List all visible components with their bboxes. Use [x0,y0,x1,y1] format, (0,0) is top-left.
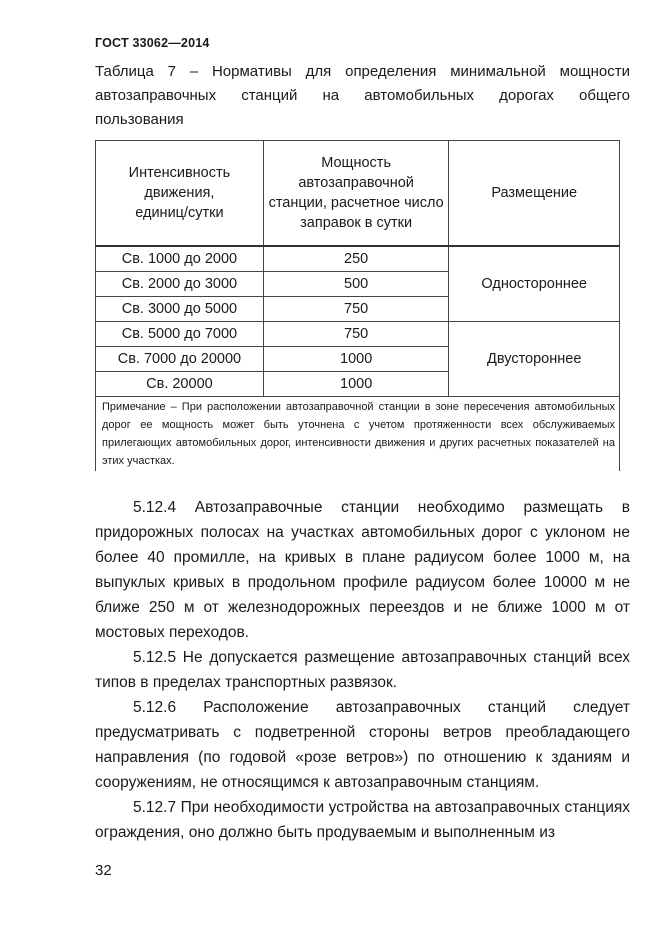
cell-capacity: 750 [263,297,449,322]
cell-placement-one-sided: Одностороннее [449,246,620,322]
page-number: 32 [95,862,112,879]
header-placement: Размещение [449,141,620,247]
cell-capacity: 1000 [263,347,449,372]
document-code: ГОСТ 33062—2014 [95,36,210,50]
caption-line: Таблица 7 – Нормативы для определения минимальной мощности [95,63,630,80]
paragraph-5-12-7: 5.12.7 При необходимости устройства на автозаправочных станциях ограждения, оно должно быть продуваемым и выполненным из [95,799,630,841]
table-row [96,246,620,272]
cell-capacity: 750 [263,322,449,347]
cell-capacity: 1000 [263,372,449,397]
cell-intensity: Св. 5000 до 7000 [96,322,264,347]
paragraph-5-12-6: 5.12.6 Расположение автозаправочных станций следует предусматривать с подветренной стороны ветров преобладающего направления (по годовой «розе ветров») по отношению к зданиям и сооружениям, не относящимся к автозаправочным станциям. [95,699,630,791]
header-intensity: Интенсивность движения, единиц/сутки [96,141,264,247]
table-header-row [96,141,620,247]
cell-capacity: 250 [263,246,449,272]
cell-intensity: Св. 3000 до 5000 [96,297,264,322]
norms-table [95,140,620,471]
cell-intensity: Св. 20000 [96,372,264,397]
table-note-row [96,397,620,472]
header-capacity: Мощность автозаправочной станции, расчетное число заправок в сутки [263,141,449,247]
paragraph-5-12-5: 5.12.5 Не допускается размещение автозаправочных станций всех типов в пределах транспортных развязок. [95,649,630,691]
table-row [96,322,620,347]
body-text [95,495,630,845]
caption-line: пользования [95,111,184,128]
paragraph-5-12-4: 5.12.4 Автозаправочные станции необходимо размещать в придорожных полосах на участках автомобильных дорог с уклоном не более 40 промилле, на кривых в плане радиусом более 1000 м, на выпуклых кривых в продольном профиле радиусом более 10000 м не ближе 250 м от железнодорожных переездов и не ближе 1000 м от мостовых переходов. [95,499,630,641]
cell-capacity: 500 [263,272,449,297]
cell-intensity: Св. 1000 до 2000 [96,246,264,272]
table-caption [95,60,630,132]
table-note: Примечание – При расположении автозаправочной станции в зоне пересечения автомобильных дорог ее мощность может быть уточнена с учетом протяженности всех обслуживаемых прилегающих автомобильных дорог, интенсивности движения и других расчетных показателей на этих участках. [96,397,620,472]
cell-placement-two-sided: Двустороннее [449,322,620,397]
caption-line: автозаправочных станций на автомобильных дорогах общего [95,87,630,104]
cell-intensity: Св. 2000 до 3000 [96,272,264,297]
cell-intensity: Св. 7000 до 20000 [96,347,264,372]
